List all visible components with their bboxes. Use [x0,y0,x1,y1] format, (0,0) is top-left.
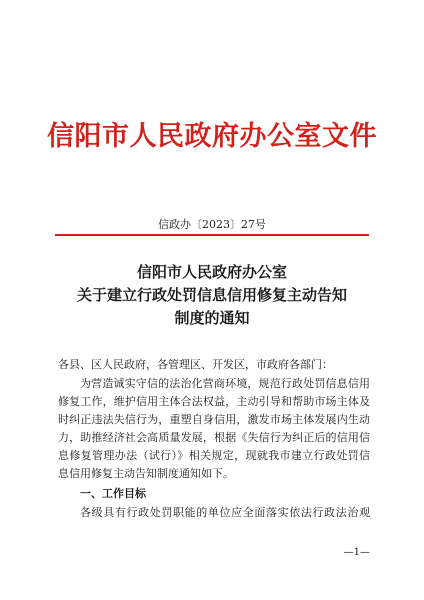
section-1-text: 各级具有行政处罚职能的单位应全面落实依法行政法治观 [80,506,370,519]
paragraph-1 [58,375,370,483]
red-separator-rule [55,234,369,236]
title-line-1: 信阳市人民政府办公室 [136,263,287,281]
page-number: —1— [343,547,370,558]
document-title [40,261,384,330]
salutation: 各县、区人民政府，各管理区、开发区，市政府各部门： [58,358,333,371]
paragraph-line: 修复工作，维护信用主体合法权益，主动引导和帮助市场主体及 [58,395,370,408]
paragraph-line: 息信用修复主动告知制度通知如下。 [58,467,234,480]
document-number: 信政办〔2023〕27号 [158,218,266,231]
paragraph-line: 为营造诚实守信的法治化营商环境，规范行政处罚信息信用 [80,377,370,390]
paragraph-line: 力，助推经济社会高质量发展，根据《失信行为纠正后的信用信 [58,431,370,444]
document-masthead: 信阳市人民政府办公室文件 [47,121,377,152]
paragraph-line: 息修复管理办法（试行）》相关规定，现就我市建立行政处罚信 [58,449,370,462]
section-heading-work-goals: 一、工作目标 [80,487,146,500]
title-line-3: 制度的通知 [174,309,250,327]
paragraph-line: 时纠正违法失信行为，重塑自身信用，激发市场主体发展内生动 [58,413,370,426]
title-line-2: 关于建立行政处罚信息信用修复主动告知 [76,286,347,304]
